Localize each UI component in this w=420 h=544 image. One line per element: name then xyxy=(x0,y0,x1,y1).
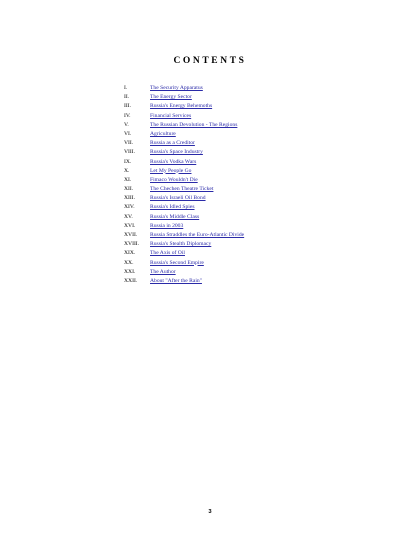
toc-entry-row xyxy=(0,222,420,231)
toc-entry-number: XIX. xyxy=(124,250,136,257)
toc-entry-link[interactable]: The Russian Devolution - The Regions xyxy=(150,121,238,128)
toc-entry xyxy=(0,240,420,249)
toc-entry-row xyxy=(0,203,420,212)
toc-entry-link[interactable]: Russia's Second Empire xyxy=(150,259,204,266)
toc-entry xyxy=(0,249,420,258)
toc-entry-link[interactable]: Russia's Space Industry xyxy=(150,149,203,156)
toc-entry xyxy=(0,93,420,102)
toc-entry-row xyxy=(0,240,420,249)
toc-entry xyxy=(0,121,420,130)
toc-entry-link[interactable]: The Axis of Oil xyxy=(150,250,185,257)
toc-entry-number: XIV. xyxy=(124,204,135,211)
toc-entry-row xyxy=(0,268,420,277)
toc-entry xyxy=(0,130,420,139)
toc-entry-link[interactable]: Russia's Energy Behemoths xyxy=(150,103,213,110)
toc-entry-link[interactable]: Russia's Vodka Wars xyxy=(150,158,197,165)
table-of-contents xyxy=(0,84,420,286)
toc-entry-number: XIII. xyxy=(124,195,136,202)
toc-entry xyxy=(0,259,420,268)
toc-entry-number: X. xyxy=(124,167,130,174)
toc-entry-row xyxy=(0,84,420,93)
toc-entry xyxy=(0,102,420,111)
toc-entry xyxy=(0,231,420,240)
toc-entry-row xyxy=(0,102,420,111)
toc-entry-number: XXI. xyxy=(124,268,136,275)
toc-entry-number: XII. xyxy=(124,186,134,193)
toc-entry xyxy=(0,203,420,212)
toc-entry xyxy=(0,213,420,222)
toc-entry-link[interactable]: Russia's Stealth Diplomacy xyxy=(150,241,212,248)
toc-entry-link[interactable]: Russia as a Creditor xyxy=(150,140,195,147)
toc-entry-link[interactable]: Let My People Go xyxy=(150,167,192,174)
toc-entry-link[interactable]: The Energy Sector xyxy=(150,94,192,101)
toc-entry-row xyxy=(0,139,420,148)
toc-entry-number: V. xyxy=(124,121,129,128)
toc-entry-row xyxy=(0,194,420,203)
toc-entry-number: I. xyxy=(124,85,128,91)
toc-entry-number: VIII. xyxy=(124,149,136,156)
toc-entry-link[interactable]: Russia's Israeli Oil Bond xyxy=(150,195,206,202)
toc-entry-link[interactable]: Financial Services xyxy=(150,112,192,119)
toc-entry-row xyxy=(0,130,420,139)
toc-entry-link[interactable]: Russia's Idled Spies xyxy=(150,204,195,211)
toc-entry-link[interactable]: The Security Apparatus xyxy=(150,85,203,91)
contents-heading: CONTENTS xyxy=(173,56,247,66)
toc-entry-number: IX. xyxy=(124,158,132,165)
toc-entry-row xyxy=(0,213,420,222)
toc-entry-row xyxy=(0,259,420,268)
toc-entry-link[interactable]: Russia Straddles the Euro-Atlantic Divide xyxy=(150,232,245,238)
toc-entry-row xyxy=(0,185,420,194)
toc-entry-row xyxy=(0,121,420,130)
toc-entry-row xyxy=(0,176,420,185)
toc-entry xyxy=(0,84,420,93)
toc-entry-row xyxy=(0,231,420,240)
toc-entry-link[interactable]: The Author xyxy=(150,268,176,275)
toc-entry-number: XV. xyxy=(124,213,133,220)
toc-entry xyxy=(0,185,420,194)
toc-entry xyxy=(0,176,420,185)
toc-entry-link[interactable]: Russia in 2003 xyxy=(150,222,184,229)
toc-entry-link[interactable]: Fimaco Wouldn't Die xyxy=(150,176,198,183)
toc-entry-link[interactable]: The Chechen Theatre Ticket xyxy=(150,186,214,193)
toc-entry-number: VI. xyxy=(124,130,132,137)
toc-entry xyxy=(0,167,420,176)
toc-entry-row xyxy=(0,167,420,176)
toc-entry-number: III. xyxy=(124,103,131,110)
toc-entry-row xyxy=(0,93,420,102)
toc-entry-link[interactable]: Russia's Middle Class xyxy=(150,213,200,220)
toc-entry-row xyxy=(0,112,420,121)
toc-entry xyxy=(0,148,420,157)
toc-entry-row xyxy=(0,277,420,286)
toc-entry-link[interactable]: Agriculture xyxy=(150,130,176,137)
toc-entry-row xyxy=(0,158,420,167)
toc-entry xyxy=(0,139,420,148)
toc-entry-number: IV. xyxy=(124,112,131,119)
toc-entry-number: VII. xyxy=(124,140,134,147)
toc-entry-number: XX. xyxy=(124,259,134,266)
toc-entry-number: XVIII. xyxy=(124,241,140,248)
toc-entry xyxy=(0,268,420,277)
page-number: 3 xyxy=(208,509,212,515)
toc-entry xyxy=(0,277,420,286)
toc-entry xyxy=(0,158,420,167)
toc-entry xyxy=(0,112,420,121)
toc-entry-number: XVII. xyxy=(124,232,138,238)
toc-entry-row xyxy=(0,148,420,157)
toc-entry-row xyxy=(0,249,420,258)
toc-entry-link[interactable]: About "After the Rain" xyxy=(150,277,202,284)
toc-entry xyxy=(0,222,420,231)
toc-entry-number: XI. xyxy=(124,176,132,183)
toc-entry-number: XXII. xyxy=(124,277,138,284)
toc-entry xyxy=(0,194,420,203)
toc-entry-number: II. xyxy=(124,94,130,101)
toc-entry-number: XVI. xyxy=(124,222,136,229)
